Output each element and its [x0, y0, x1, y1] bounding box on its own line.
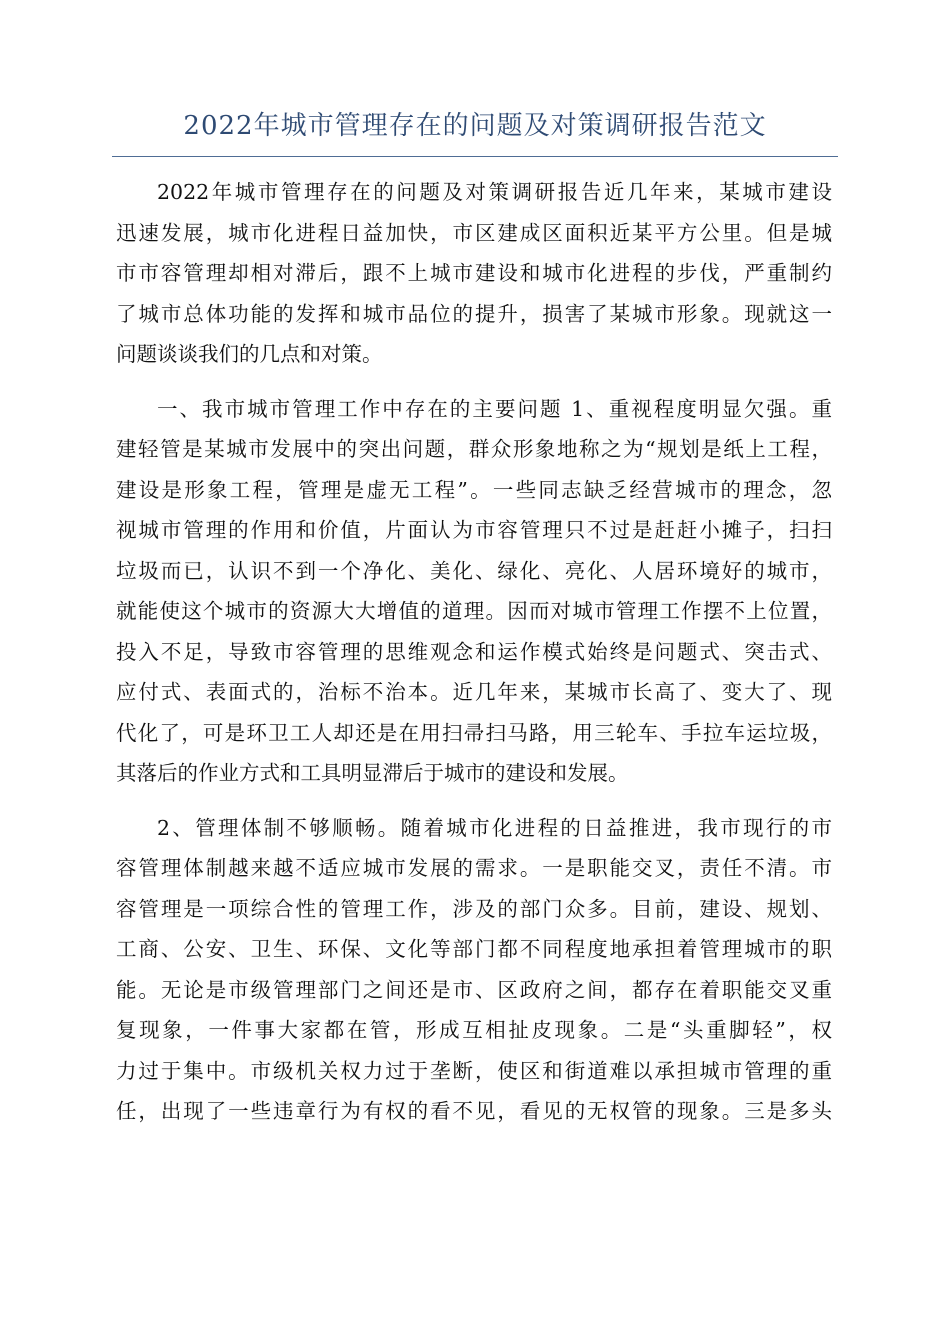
text-line: 迅速发展，城市化进程日益加快，市区建成区面积近某平方公里。但是城 [116, 220, 832, 245]
document-body [116, 172, 832, 1146]
text-line: 2022年城市管理存在的问题及对策调研报告近几年来，某城市建设 [157, 180, 832, 204]
text-line: 投入不足，导致市容管理的思维观念和运作模式始终是问题式、突击式、 [116, 639, 832, 664]
paragraph-intro [116, 172, 832, 375]
text-line: 建轻管是某城市发展中的突出问题，群众形象地称之为“规划是纸上工程， [116, 437, 832, 461]
paragraph-section-two [116, 808, 832, 1132]
text-line: 视城市管理的作用和价值，片面认为市容管理只不过是赶赶小摊子，扫扫 [116, 518, 832, 542]
document-title: 2022年城市管理存在的问题及对策调研报告范文 [183, 111, 767, 141]
title-underline-rule [112, 156, 838, 157]
text-line: 复现象，一件事大家都在管，形成互相扯皮现象。二是“头重脚轻”，权 [116, 1018, 832, 1042]
text-line: 能。无论是市级管理部门之间还是市、区政府之间，都存在着职能交叉重 [116, 977, 832, 1002]
text-line: 一、我市城市管理工作中存在的主要问题 1、重视程度明显欠强。重 [157, 396, 832, 421]
text-line: 市市容管理却相对滞后，跟不上城市建设和城市化进程的步伐，严重制约 [116, 261, 832, 285]
text-line: 工商、公安、卫生、环保、文化等部门都不同程度地承担着管理城市的职 [116, 937, 832, 961]
text-line: 建设是形象工程，管理是虚无工程”。一些同志缺乏经营城市的理念，忽 [116, 477, 832, 502]
text-line: 了城市总体功能的发挥和城市品位的提升，损害了某城市形象。现就这一 [116, 301, 832, 326]
text-line: 问题谈谈我们的几点和对策。 [116, 342, 383, 366]
text-line: 2、管理体制不够顺畅。随着城市化进程的日益推进，我市现行的市 [157, 815, 832, 840]
text-line: 容管理体制越来越不适应城市发展的需求。一是职能交叉，责任不清。市 [116, 856, 832, 880]
paragraph-section-one [116, 389, 832, 794]
text-line: 就能使这个城市的资源大大增值的道理。因而对城市管理工作摆不上位置， [116, 599, 832, 623]
text-line: 任，出现了一些违章行为有权的看不见，看见的无权管的现象。三是多头 [116, 1099, 832, 1123]
text-line: 应付式、表面式的，治标不治本。近几年来，某城市长高了、变大了、现 [116, 680, 832, 704]
text-line: 垃圾而已，认识不到一个净化、美化、绿化、亮化、人居环境好的城市， [116, 558, 832, 583]
text-line: 力过于集中。市级机关权力过于垄断，使区和街道难以承担城市管理的重 [116, 1058, 832, 1083]
text-line: 代化了，可是环卫工人却还是在用扫帚扫马路，用三轮车、手拉车运垃圾， [116, 720, 832, 745]
text-line: 其落后的作业方式和工具明显滞后于城市的建设和发展。 [116, 761, 629, 785]
text-line: 容管理是一项综合性的管理工作，涉及的部门众多。目前，建设、规划、 [116, 896, 832, 921]
